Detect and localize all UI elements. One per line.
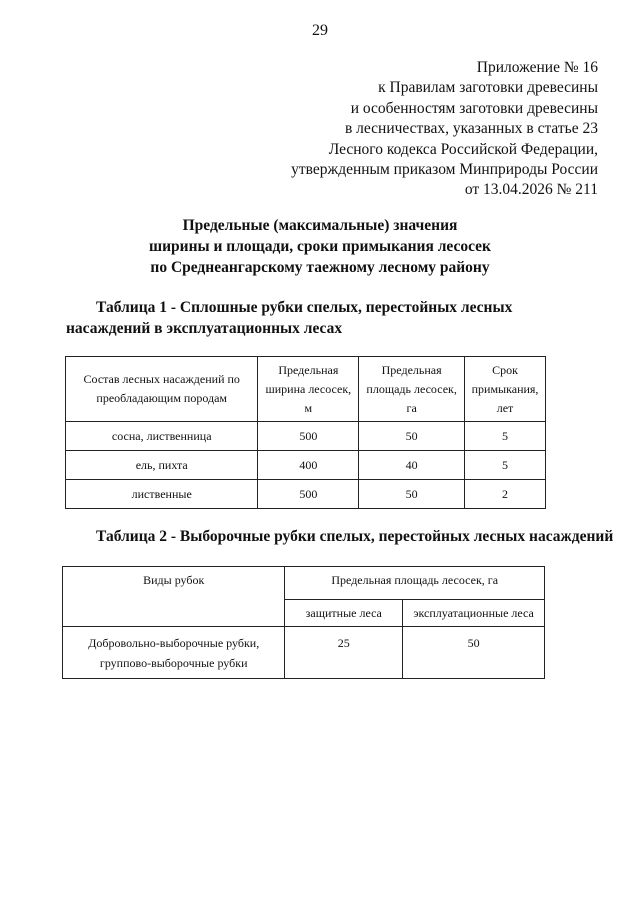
appendix-line: от 13.04.2026 № 211 xyxy=(464,181,598,199)
document-title xyxy=(0,215,640,278)
appendix-line: Лесного кодекса Российской Федерации, xyxy=(328,140,598,158)
column-header: эксплуатационные леса xyxy=(403,600,545,627)
cell-line: группово-выборочные рубки xyxy=(99,656,248,670)
appendix-line: к Правилам заготовки древесины xyxy=(378,79,598,97)
table1-caption: Таблица 1 - Сплошные рубки спелых, перестойных лесных насаждений в эксплуатационных лесах xyxy=(66,299,513,337)
table-cell: 500 xyxy=(258,480,359,509)
table-row xyxy=(66,480,546,509)
appendix-line: и особенностям заготовки древесины xyxy=(350,99,598,117)
appendix-block xyxy=(291,58,598,201)
table-cell: 400 xyxy=(258,451,359,480)
table-cell: 25 xyxy=(285,627,403,679)
table-header-row xyxy=(66,357,546,422)
table-cell: 40 xyxy=(359,451,465,480)
page-number: 29 xyxy=(312,22,328,39)
title-line: ширины и площади, сроки примыкания лесосек xyxy=(149,238,491,255)
table-header-row xyxy=(63,567,545,600)
column-header: Срок примыкания, лет xyxy=(465,357,546,422)
column-header: защитные леса xyxy=(285,600,403,627)
column-header: Предельная площадь лесосек, га xyxy=(359,357,465,422)
table-cell xyxy=(63,627,285,679)
table-cell: 50 xyxy=(403,627,545,679)
table-cell: 50 xyxy=(359,422,465,451)
column-header: Предельная ширина лесосек, м xyxy=(258,357,359,422)
table-cell: 5 xyxy=(465,451,546,480)
table2 xyxy=(62,566,545,679)
title-line: по Среднеангарскому таежному лесному району xyxy=(150,259,490,276)
table-cell: 50 xyxy=(359,480,465,509)
table1 xyxy=(65,356,546,509)
table-cell: 500 xyxy=(258,422,359,451)
appendix-line: в лесничествах, указанных в статье 23 xyxy=(344,120,598,138)
table-row xyxy=(63,627,545,679)
table-cell: 2 xyxy=(465,480,546,509)
table-cell: ель, пихта xyxy=(66,451,258,480)
appendix-line: Приложение № 16 xyxy=(476,59,598,76)
column-header: Виды рубок xyxy=(63,567,285,627)
column-header: Состав лесных насаждений по преобладающим породам xyxy=(66,357,258,422)
table2-caption: Таблица 2 - Выборочные рубки спелых, перестойных лесных насаждений xyxy=(96,528,614,545)
table-cell: лиственные xyxy=(66,480,258,509)
table-cell: 5 xyxy=(465,422,546,451)
cell-line: Добровольно-выборочные рубки, xyxy=(88,636,260,650)
table-cell: сосна, лиственница xyxy=(66,422,258,451)
table-row xyxy=(66,422,546,451)
table-row xyxy=(66,451,546,480)
column-group-header: Предельная площадь лесосек, га xyxy=(285,567,545,600)
title-line: Предельные (максимальные) значения xyxy=(182,217,458,234)
appendix-line: утвержденным приказом Минприроды России xyxy=(291,161,598,179)
